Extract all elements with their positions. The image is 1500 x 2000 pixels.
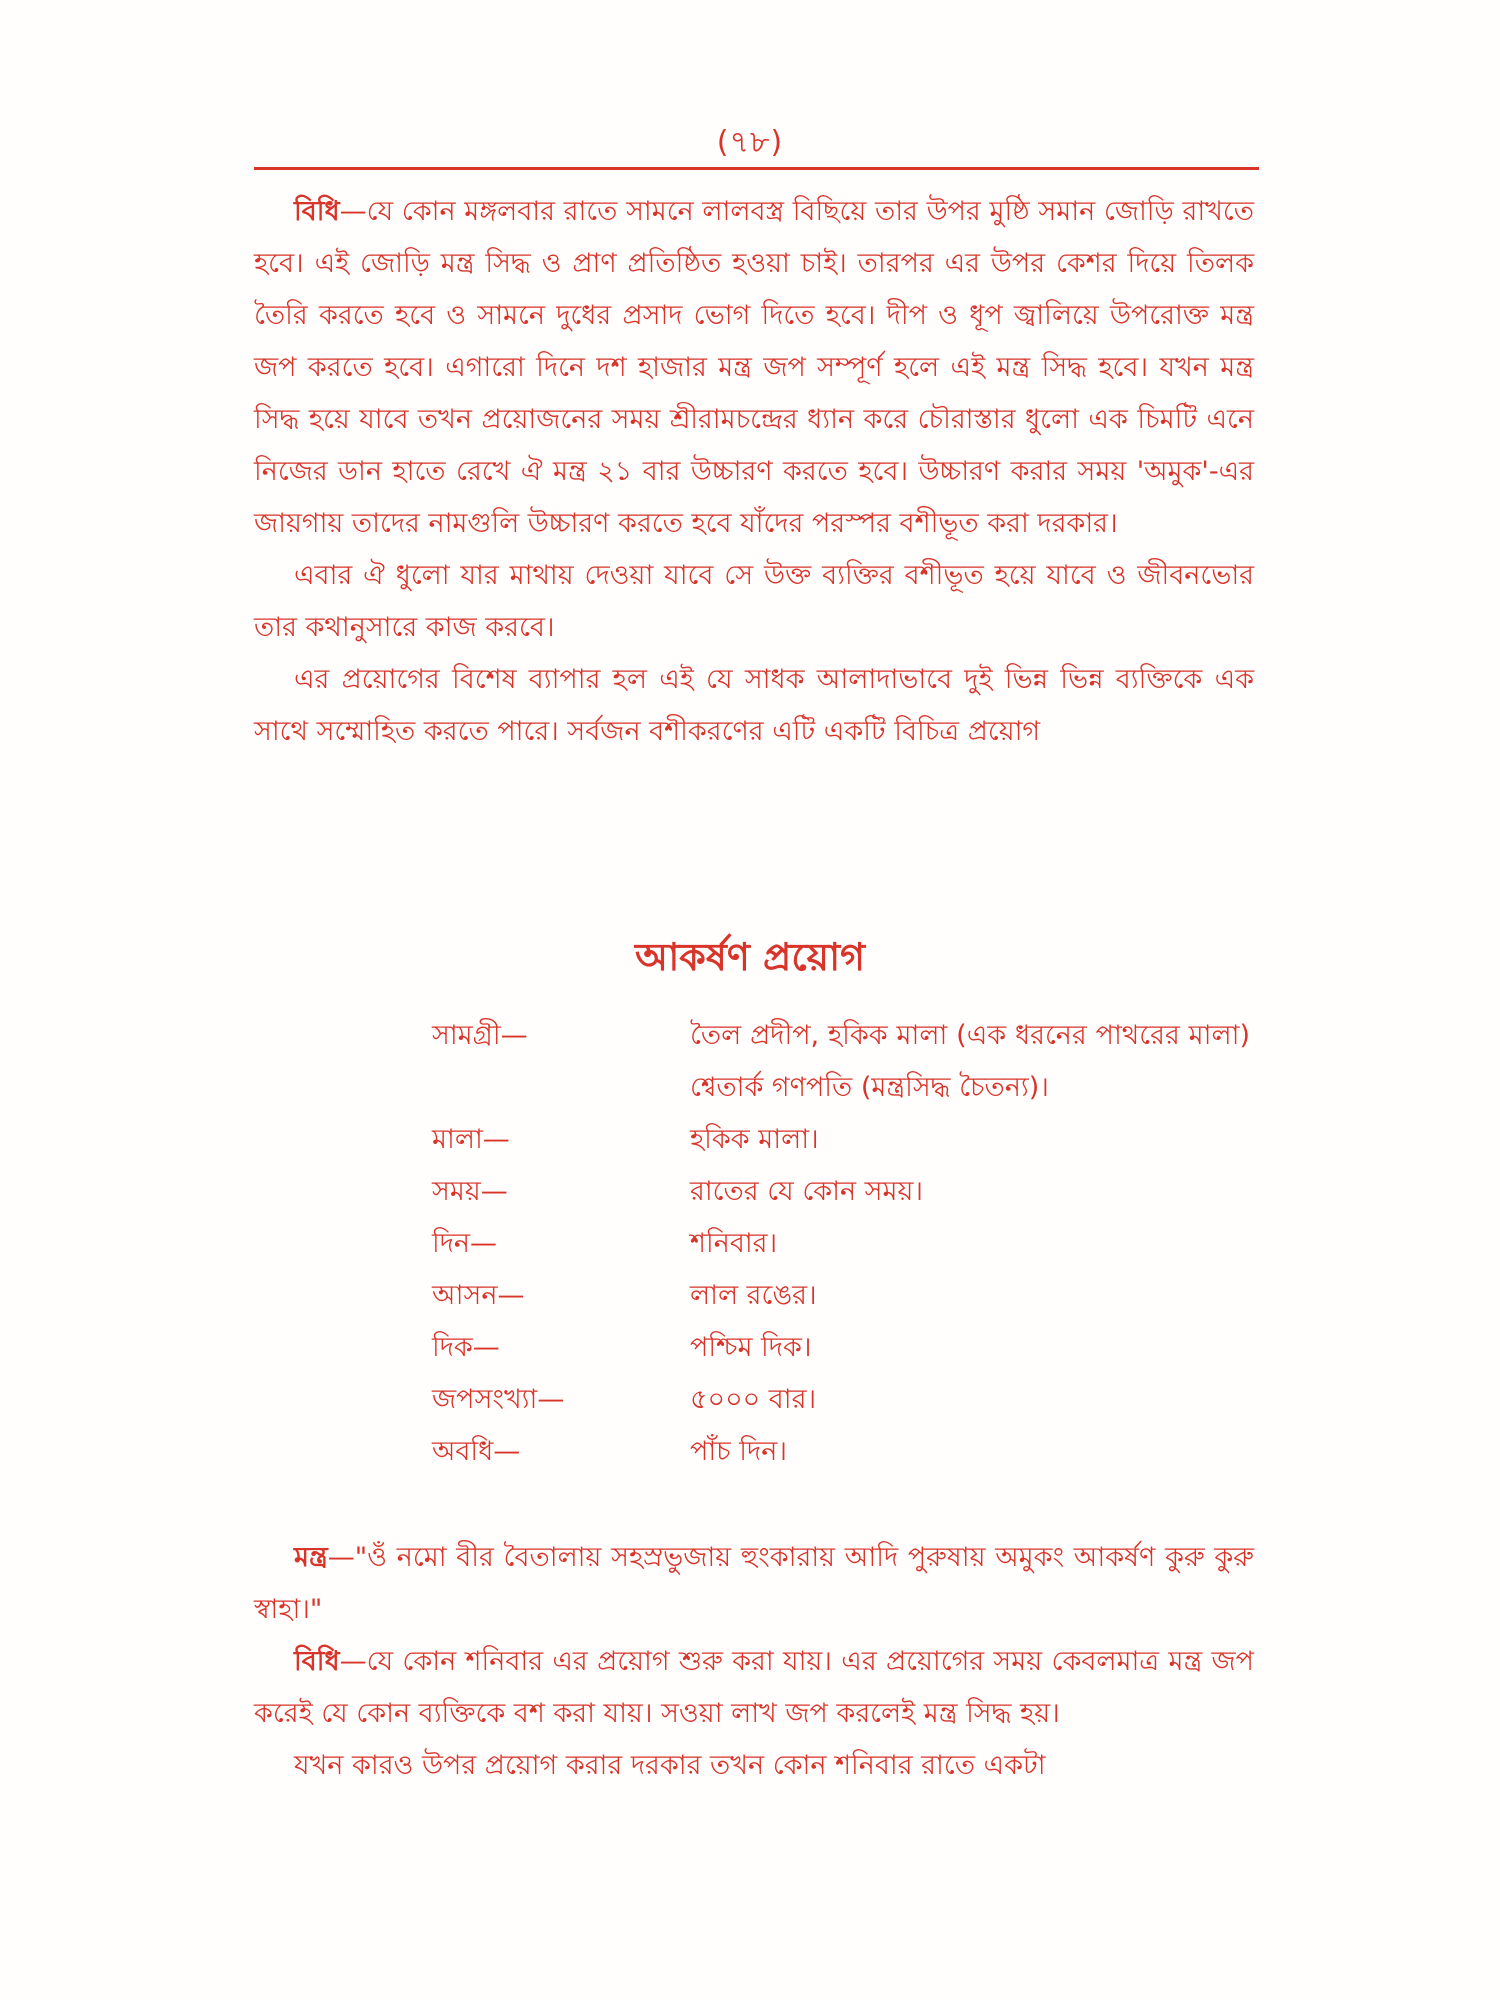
header-rule — [254, 167, 1259, 170]
materials-row — [432, 1270, 1250, 1322]
materials-value: শনিবার। — [690, 1228, 778, 1259]
paragraph-last: যখন কারও উপর প্রয়োগ করার দরকার তখন কোন শনিবার রাতে একটা — [294, 1750, 1046, 1781]
materials-value: তৈল প্রদীপ, হকিক মালা (এক ধরনের পাথরের মালা) শ্বেতার্ক গণপতি (মন্ত্রসিদ্ধ চৈতন্য)। — [690, 1020, 1250, 1103]
materials-row — [432, 1426, 1250, 1478]
materials-label: অবধি— — [432, 1436, 521, 1467]
materials-label: দিন— — [432, 1228, 498, 1259]
materials-row — [432, 1010, 1250, 1114]
page-number: (৭৮) — [716, 125, 784, 160]
materials-value: লাল রঙের। — [690, 1280, 817, 1311]
paragraph-vidhi — [254, 186, 1254, 550]
materials-row — [432, 1114, 1250, 1166]
materials-row — [432, 1166, 1250, 1218]
materials-value: পাঁচ দিন। — [690, 1436, 787, 1467]
paragraph-vidhi-2 — [254, 1636, 1254, 1740]
vidhi-lead: বিধি — [294, 196, 340, 227]
materials-label: আসন— — [432, 1280, 525, 1311]
materials-label: দিক— — [432, 1332, 500, 1363]
materials-label: জপসংখ্যা— — [432, 1384, 565, 1415]
mantra-lead: মন্ত্র — [294, 1542, 328, 1573]
vidhi-lead-2: বিধি — [294, 1646, 340, 1677]
materials-value: হকিক মালা। — [690, 1124, 819, 1155]
materials-label: সময়— — [432, 1176, 508, 1207]
materials-row — [432, 1218, 1250, 1270]
materials-value: রাতের যে কোন সময়। — [690, 1176, 924, 1207]
materials-value: পশ্চিম দিক। — [690, 1332, 812, 1363]
vidhi-text: —যে কোন মঙ্গলবার রাতে সামনে লালবস্ত্র বিছিয়ে তার উপর মুষ্ঠি সমান জোড়ি রাখতে হবে। এই জোড়ি মন্ত্র সিদ্ধ ও প্রাণ প্রতিষ্ঠিত হওয়া চাই। তারপর এর উপর কেশর দিয়ে তিলক তৈরি করতে হবে ও সামনে দুধের প্রসাদ ভোগ দিতে হবে। দীপ ও ধূপ জ্বালিয়ে উপরোক্ত মন্ত্র জপ করতে হবে। এগারো দিনে দশ হাজার মন্ত্র জপ সম্পূর্ণ হলে এই মন্ত্র সিদ্ধ হবে। যখন মন্ত্র সিদ্ধ হয়ে যাবে তখন প্রয়োজনের সময় শ্রীরামচন্দ্রের ধ্যান করে চৌরাস্তার ধুলো এক চিমটি এনে নিজের ডান হাতে রেখে ঐ মন্ত্র ২১ বার উচ্চারণ করতে হবে। উচ্চারণ করার সময় 'অমুক'-এর জায়গায় তাদের নামগুলি উচ্চারণ করতে হবে যাঁদের পরস্পর বশীভূত করা দরকার। — [254, 196, 1254, 539]
materials-label: সামগ্রী— — [432, 1020, 528, 1051]
paragraph-effect: এবার ঐ ধুলো যার মাথায় দেওয়া যাবে সে উক্ত ব্যক্তির বশীভূত হয়ে যাবে ও জীবনভোর তার কথানুসারে কাজ করবে। — [254, 560, 1254, 643]
section-heading: আকর্ষণ প্রয়োগ — [634, 935, 865, 979]
materials-label: মালা— — [432, 1124, 510, 1155]
top-text-block — [254, 186, 1254, 758]
mantra-text: —"ওঁ নমো বীর বৈতালায় সহস্রভুজায় হুংকারায় আদি পুরুষায় অমুকং আকর্ষণ কুরু কুরু স্বাহা।" — [254, 1542, 1254, 1625]
materials-table — [432, 1010, 1250, 1478]
vidhi-text-2: —যে কোন শনিবার এর প্রয়োগ শুরু করা যায়। এর প্রয়োগের সময় কেবলমাত্র মন্ত্র জপ করেই যে কোন ব্যক্তিকে বশ করা যায়। সওয়া লাখ জপ করলেই মন্ত্র সিদ্ধ হয়। — [254, 1646, 1254, 1729]
materials-value: ৫০০০ বার। — [690, 1384, 817, 1415]
materials-row — [432, 1322, 1250, 1374]
paragraph-special: এর প্রয়োগের বিশেষ ব্যাপার হল এই যে সাধক আলাদাভাবে দুই ভিন্ন ভিন্ন ব্যক্তিকে এক সাথে সম্মোহিত করতে পারে। সর্বজন বশীকরণের এটি একটি বিচিত্র প্রয়োগ — [254, 664, 1254, 747]
paragraph-mantra — [254, 1532, 1254, 1636]
bottom-text-block — [254, 1532, 1254, 1792]
materials-row — [432, 1374, 1250, 1426]
